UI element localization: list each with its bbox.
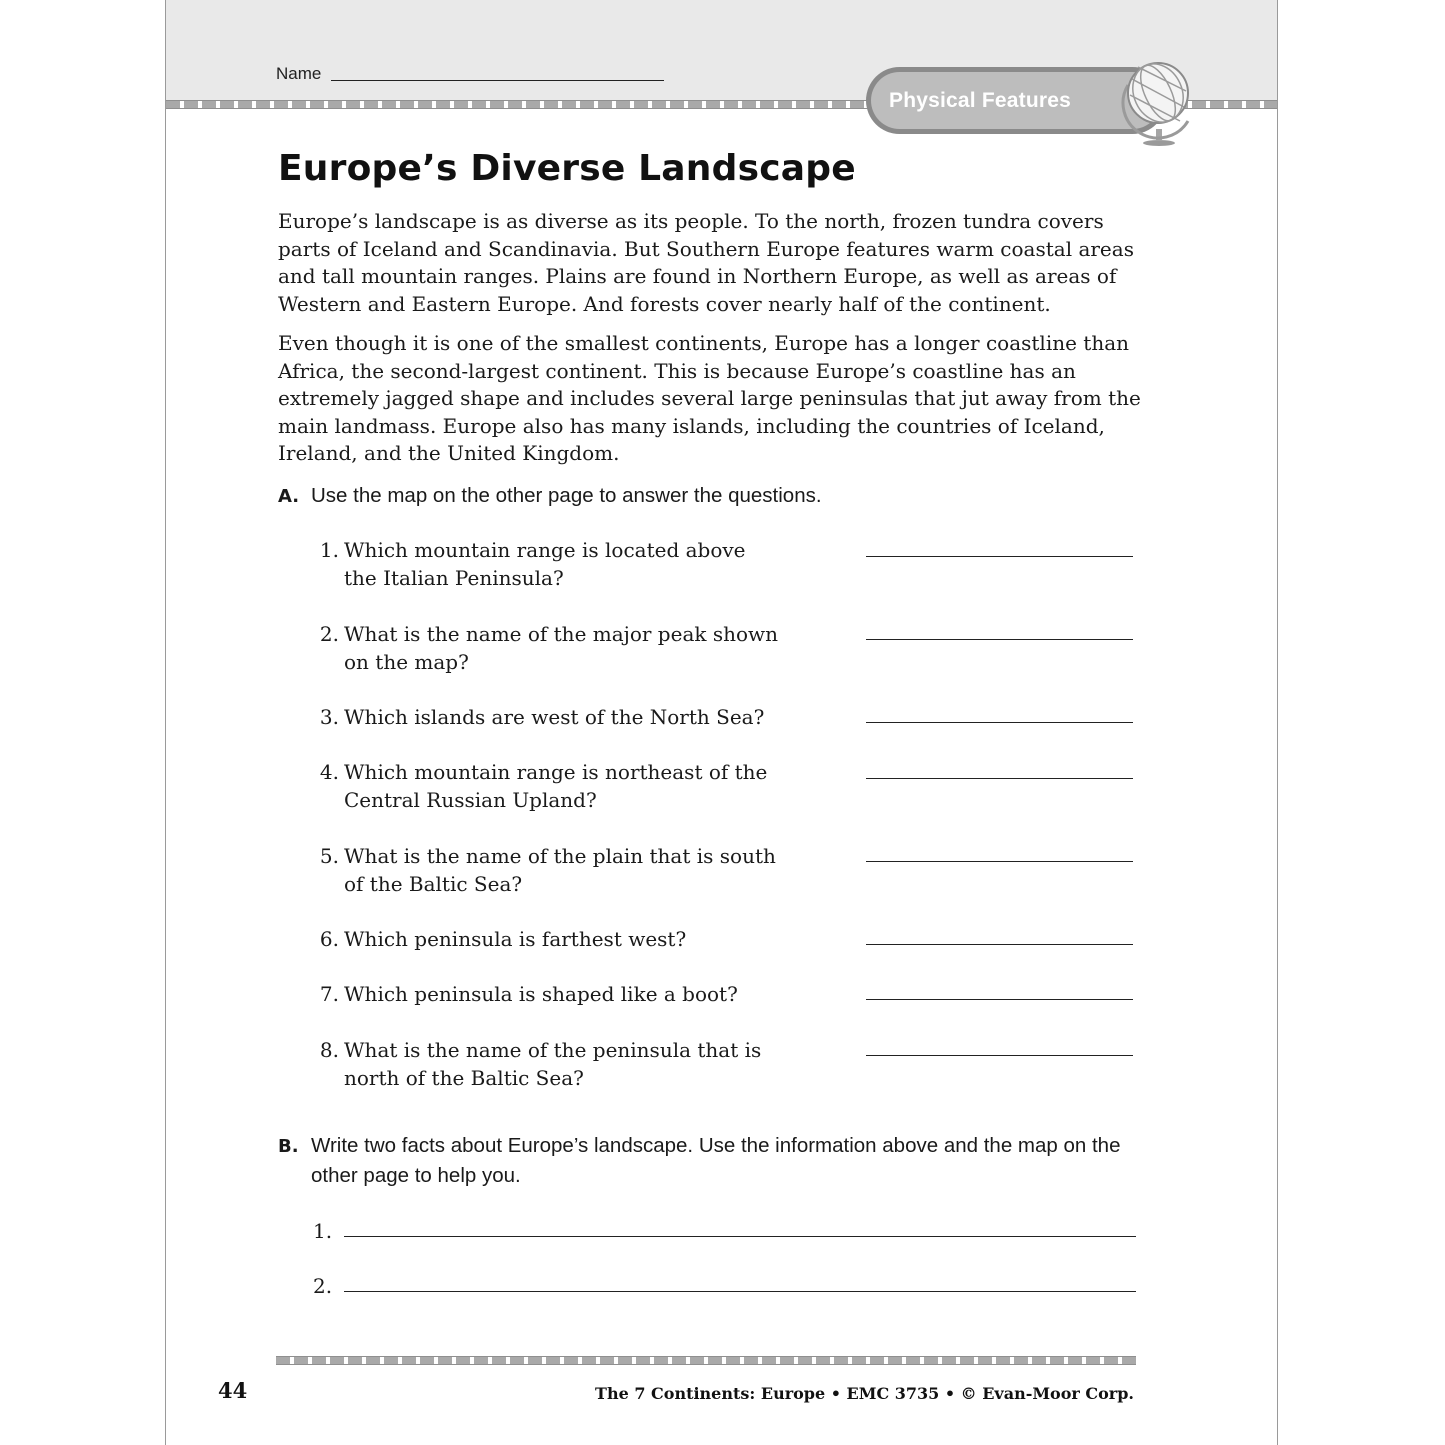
question-text: What is the name of the peninsula that is north of the Baltic Sea? [344, 1038, 762, 1090]
section-a-letter: A. [278, 486, 300, 507]
question-number: 8. [319, 1038, 339, 1062]
question-number: 7. [319, 982, 339, 1006]
question-text: Which peninsula is shaped like a boot? [344, 982, 738, 1006]
answer-line[interactable] [866, 778, 1133, 779]
footer-divider [276, 1356, 1136, 1365]
answer-line[interactable] [866, 639, 1133, 640]
name-field-line[interactable] [331, 80, 664, 81]
page-number: 44 [218, 1378, 248, 1403]
fact-number: 1. [313, 1219, 333, 1243]
question-number: 5. [319, 844, 339, 868]
answer-line[interactable] [866, 1055, 1133, 1056]
answer-line[interactable] [866, 556, 1133, 557]
footer-credit: The 7 Continents: Europe • EMC 3735 • © Evan-Moor Corp. [595, 1384, 1134, 1403]
question-text: What is the name of the major peak shown on the map? [344, 622, 779, 674]
name-label: Name [276, 64, 322, 83]
intro-paragraph-2: Even though it is one of the smallest continents, Europe has a longer coastline than Africa, the second-largest continent. This is because Europe’s coastline has an extremely jagged shape and includes several large peninsulas that jut away from the main landmass. Europe also has many islands, including the countries of Iceland, Ireland, and the United Kingdom. [278, 331, 1141, 465]
question-number: 4. [319, 760, 339, 784]
worksheet-page [165, 0, 1278, 1445]
section-b-letter: B. [278, 1136, 299, 1157]
question-number: 3. [319, 705, 339, 729]
page-title: Europe’s Diverse Landscape [278, 148, 856, 189]
answer-line[interactable] [866, 944, 1133, 945]
section-a-heading [278, 481, 822, 512]
question-text: Which peninsula is farthest west? [344, 927, 687, 951]
section-b-instruction: Write two facts about Europe’s landscape. Use the information above and the map on the other page to help you. [311, 1134, 1121, 1187]
answer-line[interactable] [866, 722, 1133, 723]
question-number: 1. [319, 538, 339, 562]
intro-paragraph-1: Europe’s landscape is as diverse as its people. To the north, frozen tundra covers parts of Iceland and Scandinavia. But Southern Europe features warm coastal areas and tall mountain ranges. Plains are found in Northern Europe, as well as areas of Western and Eastern Europe. And forests cover nearly half of the continent. [278, 209, 1134, 316]
fact-number: 2. [313, 1274, 333, 1298]
question-number: 2. [319, 622, 339, 646]
answer-line[interactable] [866, 861, 1133, 862]
section-badge: Physical Features [871, 72, 1161, 129]
section-a-instruction: Use the map on the other page to answer the questions. [311, 484, 822, 507]
section-b-heading [278, 1131, 1138, 1193]
globe-icon [1118, 55, 1200, 147]
question-text: Which mountain range is northeast of the Central Russian Upland? [344, 760, 768, 812]
question-text: What is the name of the plain that is south of the Baltic Sea? [344, 844, 776, 896]
question-text: Which islands are west of the North Sea? [344, 705, 765, 729]
fact-answer-line[interactable] [344, 1291, 1136, 1292]
fact-answer-line[interactable] [344, 1236, 1136, 1237]
answer-line[interactable] [866, 999, 1133, 1000]
question-text: Which mountain range is located above the Italian Peninsula? [344, 538, 746, 590]
question-number: 6. [319, 927, 339, 951]
